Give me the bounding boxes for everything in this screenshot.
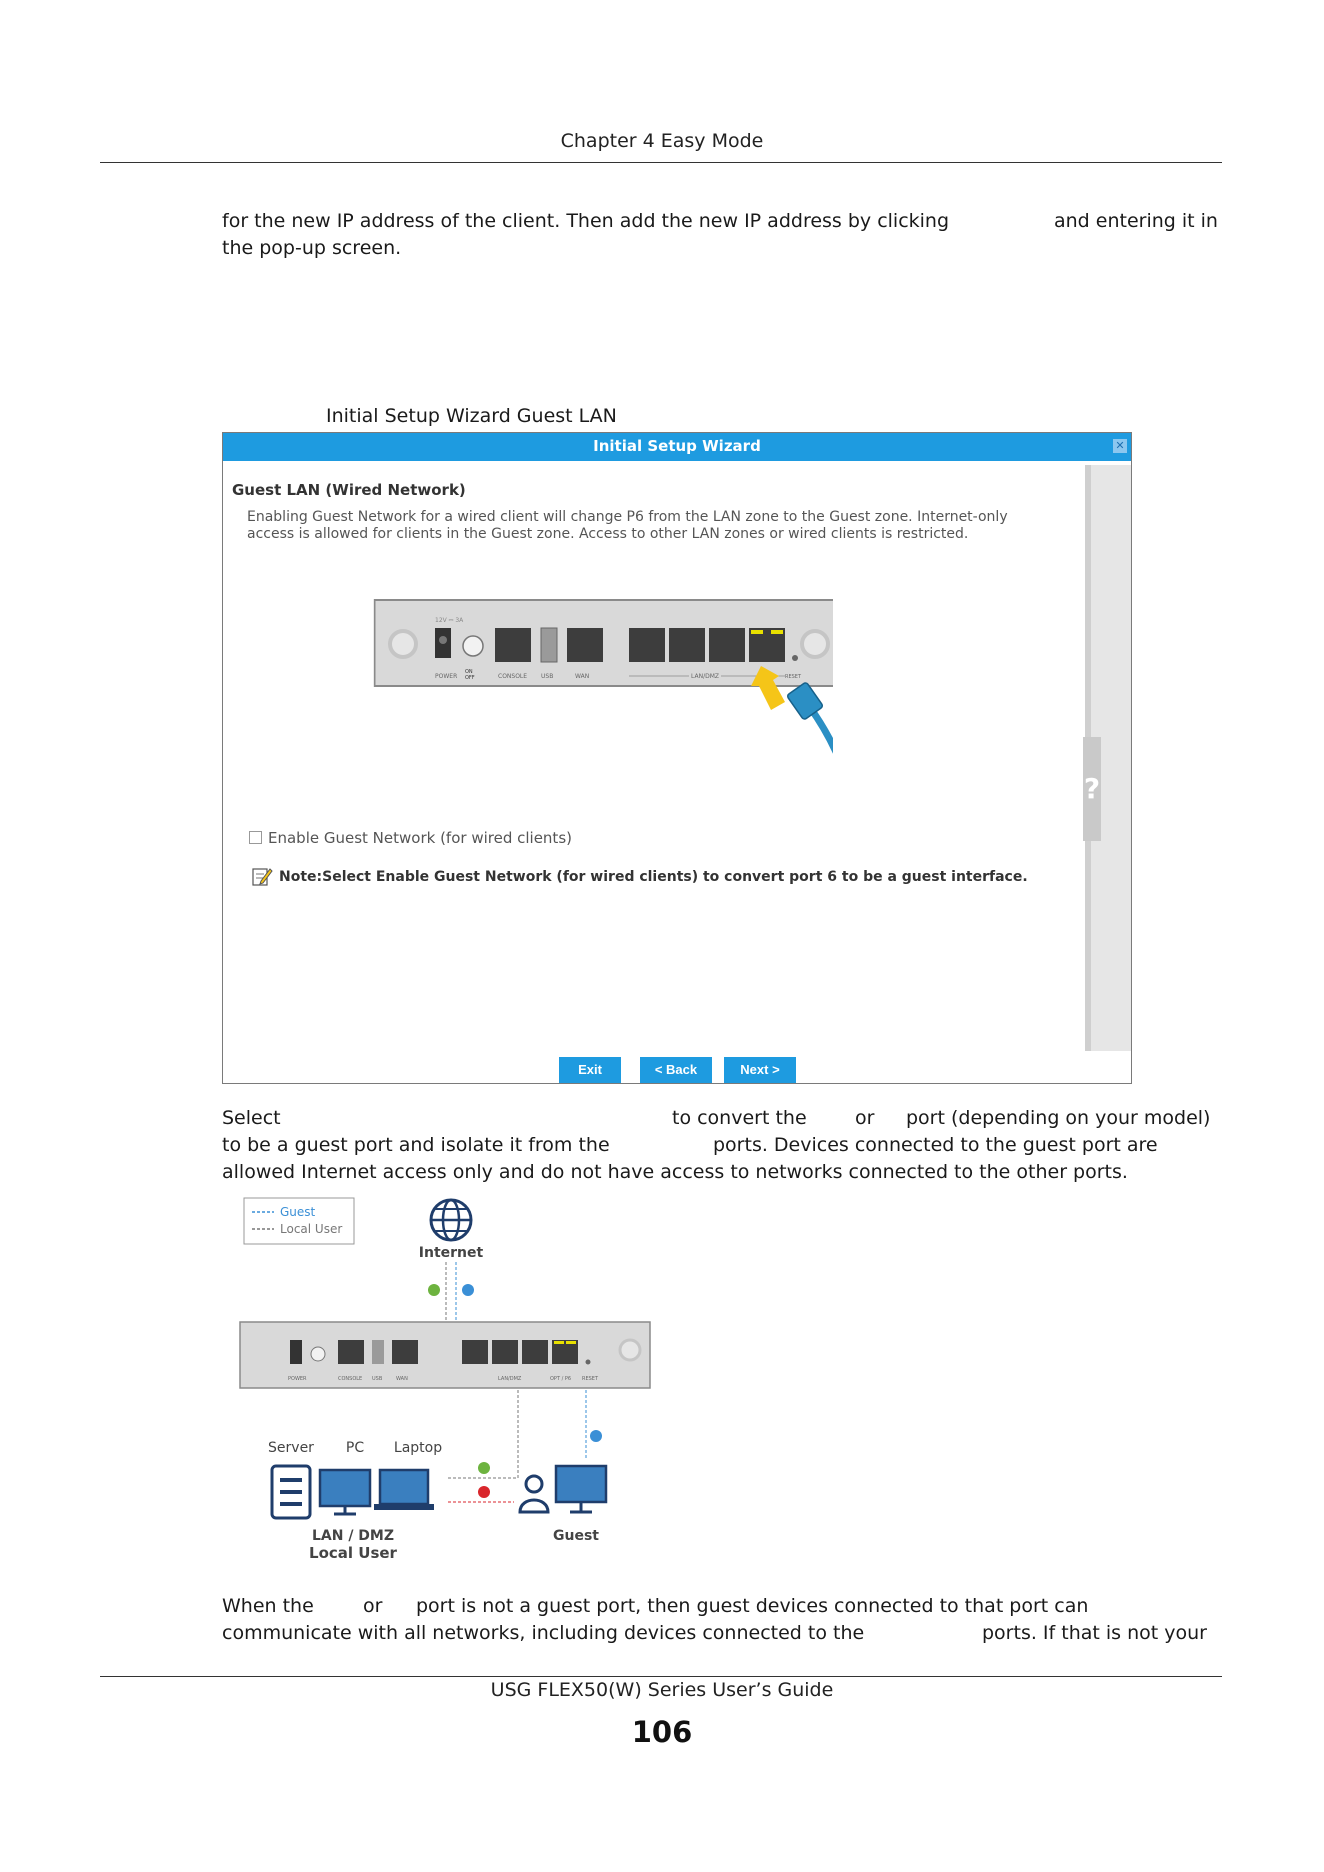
lan-port-3-icon xyxy=(709,628,745,662)
chapter-header: Chapter 4 Easy Mode xyxy=(560,130,764,152)
label-reset: RESET xyxy=(785,674,802,680)
label-usb: USB xyxy=(541,673,554,680)
mount-hole-left-icon xyxy=(390,631,416,657)
note-pencil-icon xyxy=(251,865,273,887)
select-line2-b: ports. Devices connected to the guest port are xyxy=(713,1134,1158,1156)
guest-denied-icon xyxy=(478,1486,490,1498)
when-line2-a: communicate with all networks, including devices connected to the xyxy=(222,1622,865,1644)
enable-guest-network-checkbox[interactable] xyxy=(249,831,262,844)
exit-button[interactable]: Exit xyxy=(559,1057,621,1083)
diagram-label-opt: OPT / P6 xyxy=(550,1376,572,1382)
select-line1-a: Select xyxy=(222,1107,281,1129)
intro-line1-a: for the new IP address of the client. Then add the new IP address by clicking xyxy=(222,210,950,232)
diagram-label-console: CONSOLE xyxy=(338,1376,363,1382)
diagram-lan-port-2-icon xyxy=(492,1340,518,1364)
diagram-label-power: POWER xyxy=(288,1376,307,1382)
diagram-usb-port-icon xyxy=(372,1340,384,1364)
header-rule xyxy=(100,162,1222,163)
wan-port-icon xyxy=(567,628,603,662)
help-tab[interactable]: ? xyxy=(1083,737,1101,841)
diagram-label-usb: USB xyxy=(372,1376,383,1382)
next-button[interactable]: Next > xyxy=(724,1057,796,1083)
label-lan: LAN/DMZ xyxy=(691,673,720,680)
when-line2-b: ports. If that is not your xyxy=(982,1622,1207,1644)
select-line1-b: to convert the xyxy=(672,1107,807,1129)
local-user-label: Local User xyxy=(309,1544,397,1562)
guest-pc-icon xyxy=(556,1466,606,1512)
diagram-label-reset: RESET xyxy=(582,1376,599,1382)
usb-port-icon xyxy=(541,628,557,662)
legend-local: Local User xyxy=(280,1222,343,1236)
wizard-heading: Guest LAN (Wired Network) xyxy=(232,481,466,499)
internet-label: Internet xyxy=(418,1245,484,1261)
intro-line2: the pop-up screen. xyxy=(222,237,402,259)
diagram-power-jack-icon xyxy=(290,1340,302,1364)
led-1-icon xyxy=(751,630,763,634)
select-line1-d: port (depending on your model) xyxy=(906,1107,1211,1129)
guest-check-icon xyxy=(462,1284,474,1296)
power-jack-pin-icon xyxy=(439,636,447,644)
lan-port-1-icon xyxy=(629,628,665,662)
footer-rule xyxy=(100,1676,1222,1677)
initial-setup-wizard-window xyxy=(222,432,1132,1084)
select-line2-a: to be a guest port and isolate it from the xyxy=(222,1134,610,1156)
reset-button-icon xyxy=(792,655,798,661)
wizard-description: Enabling Guest Network for a wired client will change P6 from the LAN zone to the Guest zone. Internet-only access is allowed for clients in the Guest zone. Access to other LAN zones or wired clients is restricted. xyxy=(247,509,1008,542)
pc-icon xyxy=(320,1470,370,1514)
enable-guest-network-label: Enable Guest Network (for wired clients) xyxy=(268,829,572,847)
when-line1-a: When the xyxy=(222,1595,314,1617)
page-number: 106 xyxy=(631,1715,693,1749)
device-front-panel-illustration xyxy=(373,598,833,768)
enable-guest-network-row[interactable] xyxy=(249,829,572,847)
console-port-icon xyxy=(495,628,531,662)
lan-port-2-icon xyxy=(669,628,705,662)
back-button[interactable]: < Back xyxy=(640,1057,712,1083)
allowed-check-icon xyxy=(428,1284,440,1296)
pc-label: PC xyxy=(345,1440,365,1456)
label-on: ON xyxy=(465,669,473,675)
guest-user-icon xyxy=(520,1476,548,1512)
diagram-wan-port-icon xyxy=(392,1340,418,1364)
when-line1-b: or xyxy=(363,1595,383,1617)
diagram-console-port-icon xyxy=(338,1340,364,1364)
select-line1-c: or xyxy=(855,1107,875,1129)
led-2-icon xyxy=(771,630,783,634)
laptop-label: Laptop xyxy=(393,1440,443,1456)
label-wan: WAN xyxy=(575,673,590,680)
globe-icon xyxy=(431,1200,471,1240)
label-power: POWER xyxy=(435,673,458,680)
server-icon xyxy=(272,1466,310,1518)
wizard-title-bar xyxy=(223,433,1131,461)
close-icon[interactable]: ✕ xyxy=(1113,439,1127,453)
guest-label: Guest xyxy=(553,1528,599,1544)
laptop-icon xyxy=(374,1470,434,1510)
diagram-led-1-icon xyxy=(554,1341,564,1344)
diagram-lan-port-1-icon xyxy=(462,1340,488,1364)
diagram-lan-port-3-icon xyxy=(522,1340,548,1364)
mount-hole-right-icon xyxy=(802,631,828,657)
local-allowed-icon xyxy=(478,1462,490,1474)
diagram-power-switch-icon xyxy=(311,1347,325,1361)
guest-network-diagram xyxy=(230,1190,690,1570)
server-label: Server xyxy=(268,1440,314,1456)
intro-line1-b: and entering it in xyxy=(1054,210,1218,232)
diagram-label-lan: LAN/DMZ xyxy=(498,1376,522,1382)
figure-caption: Initial Setup Wizard Guest LAN xyxy=(326,405,617,427)
footer-guide-title: USG FLEX50(W) Series User’s Guide xyxy=(490,1679,834,1701)
label-console: CONSOLE xyxy=(498,673,528,680)
lan-dmz-label: LAN / DMZ xyxy=(311,1528,395,1544)
network-cable-icon xyxy=(809,706,833,768)
power-rating: 12V ⎓ 3A xyxy=(435,617,464,624)
diagram-led-2-icon xyxy=(566,1341,576,1344)
note-row xyxy=(251,865,1028,887)
legend-guest: Guest xyxy=(280,1205,316,1219)
note-text: Note:Select Enable Guest Network (for wired clients) to convert port 6 to be a guest interface. xyxy=(279,869,1028,885)
label-off: OFF xyxy=(465,675,475,681)
when-line1-c: port is not a guest port, then guest devices connected to that port can xyxy=(416,1595,1089,1617)
guest-port-check-icon xyxy=(590,1430,602,1442)
power-switch-icon xyxy=(463,636,483,656)
diagram-mount-hole-icon xyxy=(620,1340,640,1360)
select-line3: allowed Internet access only and do not have access to networks connected to the other ports. xyxy=(222,1161,1128,1183)
diagram-label-wan: WAN xyxy=(396,1376,408,1382)
wizard-title: Initial Setup Wizard xyxy=(593,437,761,455)
diagram-reset-button-icon xyxy=(586,1360,591,1365)
